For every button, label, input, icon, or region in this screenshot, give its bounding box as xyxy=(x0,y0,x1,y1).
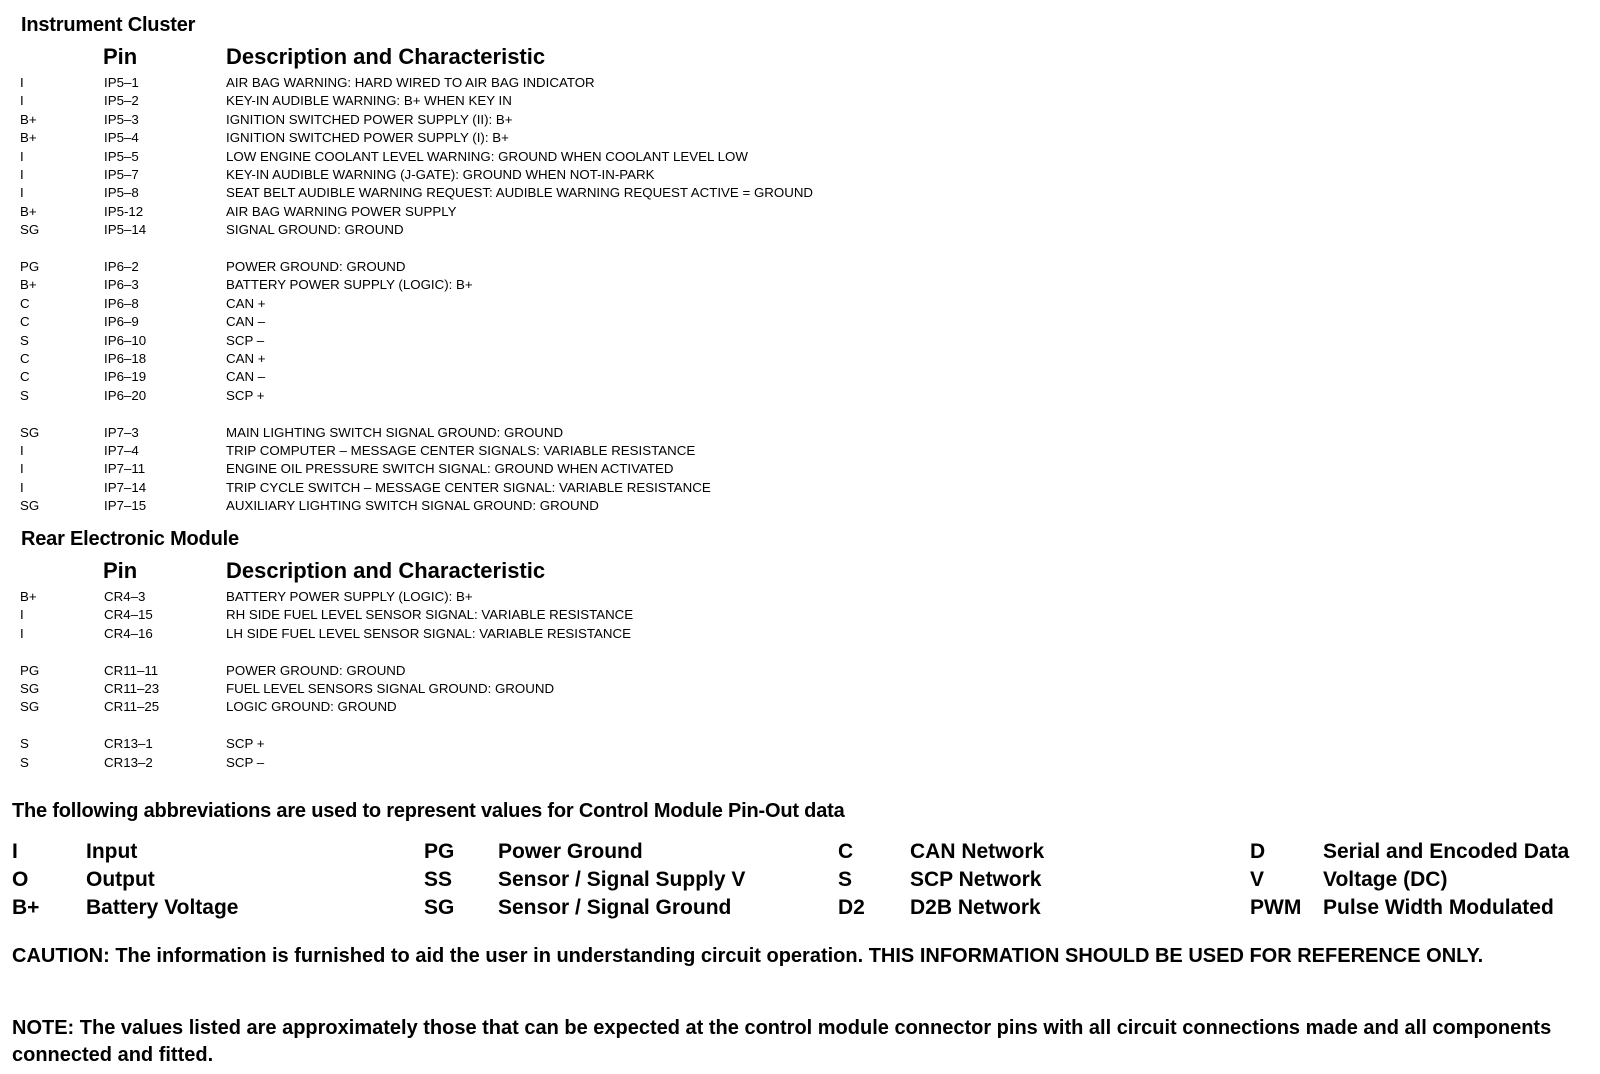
pin-number-cell: IP5–14 xyxy=(104,222,147,238)
pin-type-cell: S xyxy=(20,387,29,403)
abbreviation-row xyxy=(0,866,1600,894)
pin-number-cell: IP5–1 xyxy=(104,75,139,90)
abbreviations-title: The following abbreviations are used to represent values for Control Module Pin-Out data xyxy=(12,800,845,822)
pin-number-cell: IP7–4 xyxy=(104,443,139,458)
description-cell: BATTERY POWER SUPPLY (LOGIC): B+ xyxy=(226,589,473,604)
description-cell: LOW ENGINE COOLANT LEVEL WARNING: GROUND WHEN COOLANT LEVEL LOW xyxy=(226,148,748,164)
abbreviation-meaning: CAN Network xyxy=(910,840,1045,863)
abbreviation-meaning: Power Ground xyxy=(498,840,643,863)
pin-number-cell: IP7–14 xyxy=(104,479,147,495)
abbreviation-code: PG xyxy=(424,840,455,863)
abbreviation-meaning: Voltage (DC) xyxy=(1323,868,1448,891)
pin-type-cell: SG xyxy=(20,222,40,238)
description-cell: IGNITION SWITCHED POWER SUPPLY (II): B+ xyxy=(226,111,513,127)
description-cell: FUEL LEVEL SENSORS SIGNAL GROUND: GROUND xyxy=(226,681,555,696)
description-cell: SCP – xyxy=(226,754,265,770)
pin-number-cell: CR11–11 xyxy=(104,662,159,678)
abbreviation-code: PWM xyxy=(1250,896,1302,919)
pin-number-cell: CR13–2 xyxy=(104,754,153,770)
pin-number-cell: IP5–7 xyxy=(104,167,139,182)
instrument-cluster-title: Instrument Cluster xyxy=(21,14,196,36)
abbreviation-code: V xyxy=(1250,868,1265,891)
pin-number-cell: IP5–8 xyxy=(104,185,139,201)
description-cell: AIR BAG WARNING: HARD WIRED TO AIR BAG INDICATOR xyxy=(226,75,595,90)
pin-type-cell: PG xyxy=(20,662,40,678)
description-cell: LH SIDE FUEL LEVEL SENSOR SIGNAL: VARIABLE RESISTANCE xyxy=(226,625,631,641)
abbreviation-meaning: Serial and Encoded Data xyxy=(1323,840,1570,863)
description-cell: SEAT BELT AUDIBLE WARNING REQUEST: AUDIBLE WARNING REQUEST ACTIVE = GROUND xyxy=(226,185,814,201)
pin-type-cell: SG xyxy=(20,681,40,696)
description-cell: BATTERY POWER SUPPLY (LOGIC): B+ xyxy=(226,277,473,293)
pin-type-cell: I xyxy=(20,607,24,623)
description-column-header: Description and Characteristic xyxy=(226,558,546,583)
description-cell: LOGIC GROUND: GROUND xyxy=(226,699,397,715)
abbreviation-meaning: D2B Network xyxy=(910,896,1041,919)
rear-electronic-module-title: Rear Electronic Module xyxy=(21,528,239,550)
abbreviation-code: B+ xyxy=(12,896,40,919)
abbreviation-code: SG xyxy=(424,896,455,919)
pin-number-cell: CR11–23 xyxy=(104,681,160,696)
description-cell: SCP + xyxy=(226,736,265,752)
description-cell: MAIN LIGHTING SWITCH SIGNAL GROUND: GROUND xyxy=(226,424,564,440)
pin-type-cell: S xyxy=(20,332,29,348)
description-cell: KEY-IN AUDIBLE WARNING (J-GATE): GROUND WHEN NOT-IN-PARK xyxy=(226,167,655,182)
description-cell: SCP + xyxy=(226,387,265,403)
pin-number-cell: IP7–15 xyxy=(104,498,147,514)
abbreviation-row xyxy=(0,838,1600,866)
pin-type-cell: I xyxy=(20,443,24,458)
abbreviation-meaning: Sensor / Signal Supply V xyxy=(498,868,746,891)
pin-column-header: Pin xyxy=(103,558,138,583)
description-cell: POWER GROUND: GROUND xyxy=(226,259,406,274)
pin-type-cell: B+ xyxy=(20,130,37,146)
pin-type-cell: C xyxy=(20,314,30,330)
abbreviation-code: O xyxy=(12,868,29,891)
pin-number-cell: CR4–15 xyxy=(104,607,153,623)
description-cell: TRIP COMPUTER – MESSAGE CENTER SIGNALS: VARIABLE RESISTANCE xyxy=(226,443,696,458)
abbreviation-row xyxy=(0,894,1600,922)
pin-type-cell: I xyxy=(20,185,24,201)
description-cell: TRIP CYCLE SWITCH – MESSAGE CENTER SIGNAL: VARIABLE RESISTANCE xyxy=(226,479,711,495)
pin-number-cell: IP6–9 xyxy=(104,314,139,330)
abbreviation-code: C xyxy=(838,840,854,863)
pin-number-cell: IP5–2 xyxy=(104,93,139,109)
pin-type-cell: I xyxy=(20,148,24,164)
pin-type-cell: PG xyxy=(20,259,40,274)
caution-text: CAUTION: The information is furnished to aid the user in understanding circuit operation. THIS INFORMATION SHOULD BE USED FOR REFERENCE ONLY. xyxy=(12,945,1484,967)
pin-number-cell: CR11–25 xyxy=(104,699,160,715)
abbreviation-meaning: Sensor / Signal Ground xyxy=(498,896,732,919)
pin-type-cell: S xyxy=(20,754,29,770)
pin-number-cell: IP7–3 xyxy=(104,424,139,440)
description-cell: KEY-IN AUDIBLE WARNING: B+ WHEN KEY IN xyxy=(226,93,512,109)
pin-type-cell: I xyxy=(20,461,24,477)
pin-type-cell: B+ xyxy=(20,203,37,219)
pin-number-cell: CR13–1 xyxy=(104,736,153,752)
pin-number-cell: IP6–8 xyxy=(104,295,139,311)
abbreviation-code: S xyxy=(838,868,853,891)
description-cell: IGNITION SWITCHED POWER SUPPLY (I): B+ xyxy=(226,130,509,146)
pin-type-cell: SG xyxy=(20,498,40,514)
pin-type-cell: SG xyxy=(20,699,40,715)
description-cell: CAN + xyxy=(226,295,266,311)
abbreviation-meaning: Input xyxy=(86,840,138,863)
pin-type-cell: C xyxy=(20,369,30,385)
abbreviation-code: SS xyxy=(424,868,453,891)
abbreviation-meaning: Output xyxy=(86,868,155,891)
pin-number-cell: IP5–5 xyxy=(104,148,139,164)
pin-number-cell: IP6–19 xyxy=(104,369,147,385)
note-text: NOTE: The values listed are approximately those that can be expected at the control module connector pins with all circuit connections made and all components connected and fitted. xyxy=(12,1017,1552,1066)
pin-number-cell: IP6–20 xyxy=(104,387,147,403)
description-cell: ENGINE OIL PRESSURE SWITCH SIGNAL: GROUND WHEN ACTIVATED xyxy=(226,461,674,477)
pin-number-cell: IP5–4 xyxy=(104,130,139,146)
description-cell: RH SIDE FUEL LEVEL SENSOR SIGNAL: VARIABLE RESISTANCE xyxy=(226,607,634,623)
pin-type-cell: I xyxy=(20,167,24,182)
pin-number-cell: IP6–18 xyxy=(104,351,147,366)
abbreviation-code: D2 xyxy=(838,896,865,919)
description-column-header: Description and Characteristic xyxy=(226,44,546,69)
pin-number-cell: CR4–3 xyxy=(104,589,146,604)
description-cell: CAN – xyxy=(226,314,266,330)
pin-number-cell: IP5-12 xyxy=(104,203,144,219)
pin-number-cell: IP7–11 xyxy=(104,461,146,477)
description-cell: POWER GROUND: GROUND xyxy=(226,662,406,678)
pin-type-cell: I xyxy=(20,93,24,109)
pin-column-header: Pin xyxy=(103,44,138,69)
description-cell: CAN – xyxy=(226,369,266,385)
abbreviation-meaning: SCP Network xyxy=(910,868,1042,891)
description-cell: SCP – xyxy=(226,332,265,348)
pin-number-cell: IP6–10 xyxy=(104,332,147,348)
abbreviation-meaning: Battery Voltage xyxy=(86,896,239,919)
pin-number-cell: IP6–3 xyxy=(104,277,139,293)
description-cell: SIGNAL GROUND: GROUND xyxy=(226,222,404,238)
pin-number-cell: IP5–3 xyxy=(104,111,139,127)
abbreviation-code: D xyxy=(1250,840,1266,863)
pin-type-cell: I xyxy=(20,75,24,90)
pin-number-cell: CR4–16 xyxy=(104,625,153,641)
abbreviation-code: I xyxy=(12,840,18,863)
description-cell: CAN + xyxy=(226,351,266,366)
pin-type-cell: SG xyxy=(20,424,40,440)
pin-type-cell: B+ xyxy=(20,589,37,604)
pin-type-cell: C xyxy=(20,295,30,311)
abbreviation-meaning: Pulse Width Modulated xyxy=(1323,896,1554,919)
description-cell: AIR BAG WARNING POWER SUPPLY xyxy=(226,203,457,219)
pin-type-cell: I xyxy=(20,625,24,641)
pin-type-cell: B+ xyxy=(20,277,37,293)
description-cell: AUXILIARY LIGHTING SWITCH SIGNAL GROUND: GROUND xyxy=(226,498,599,514)
pin-number-cell: IP6–2 xyxy=(104,259,139,274)
pin-type-cell: C xyxy=(20,351,30,366)
pin-type-cell: I xyxy=(20,479,24,495)
pin-type-cell: S xyxy=(20,736,29,752)
pin-type-cell: B+ xyxy=(20,111,37,127)
